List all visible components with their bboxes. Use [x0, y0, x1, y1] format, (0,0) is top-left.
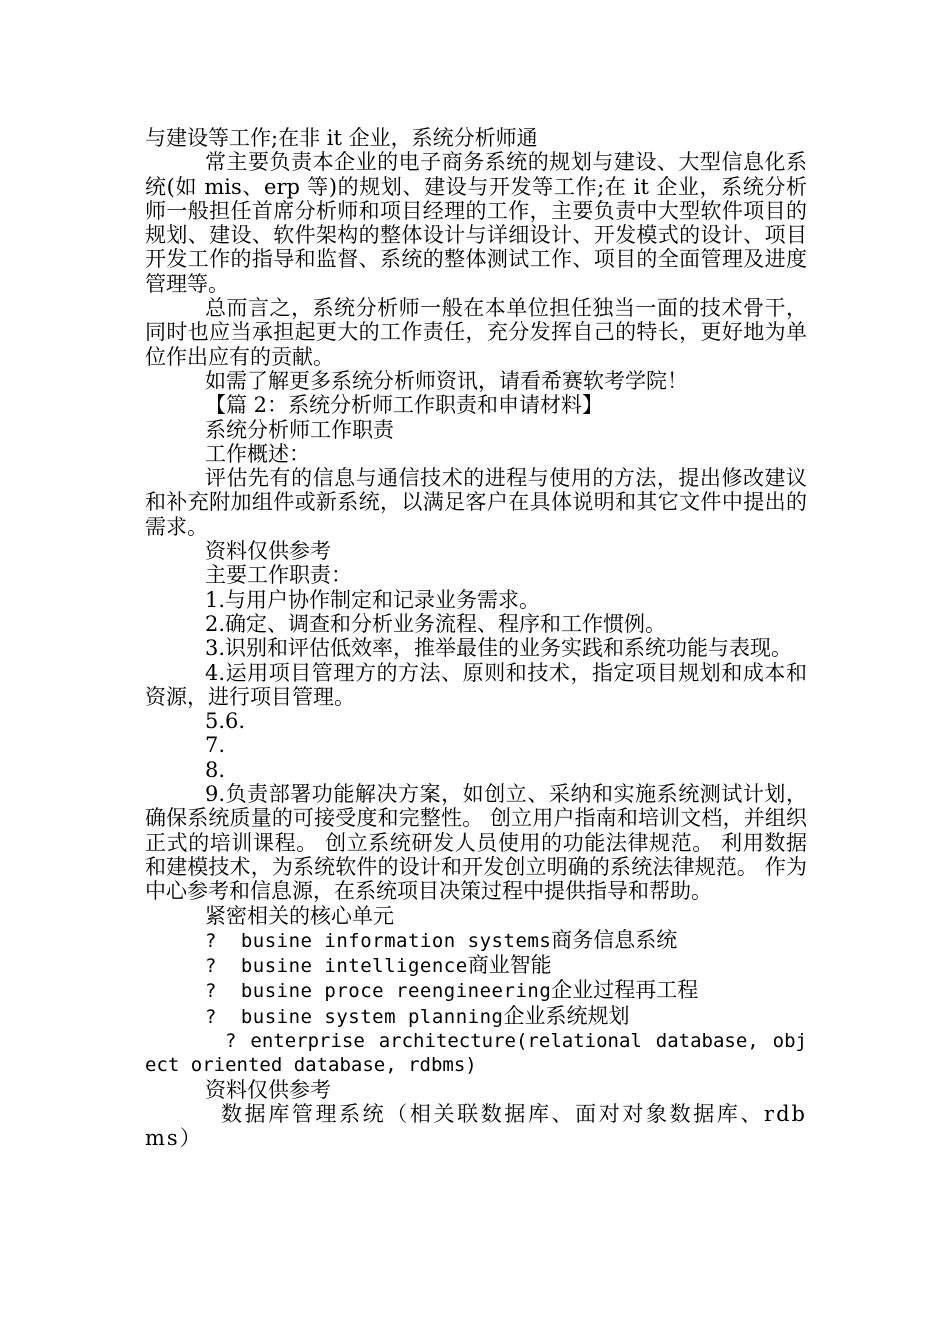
core-unit-zh: 企业过程再工程: [551, 978, 699, 1003]
paragraph-analyst-duties: 常主要负责本企业的电子商务系统的规划与建设、大型信息化系统(如 mis、erp 等)的规划、建设与开发等工作;在 it 企业，系统分析师一般担任首席分析师和项目经理的工作，主要负责中大型软件项目的规划、建设、软件架构的整体设计与详细设计、开发模式的设计、项目开发工作的指导和监督、系统的整体测试工作、项目的全面管理及进度管理等。: [145, 150, 807, 296]
core-unit-en: busine information systems: [240, 929, 552, 952]
core-unit-item: [145, 1004, 807, 1029]
core-unit-zh: 企业系统规划: [503, 1003, 630, 1028]
duty-item-3: 3.识别和评估低效率，推举最佳的业务实践和系统功能与表现。: [205, 636, 793, 661]
subheading-core-units: 紧密相关的核心单元: [205, 903, 394, 928]
bullet-marker: ?: [205, 955, 217, 978]
duty-item-8: 8.: [205, 757, 226, 782]
duty-item-4: 4.运用项目管理方的方法、原则和技术，指定项目规划和成本和资源，进行项目管理。: [145, 660, 807, 709]
bullet-marker: ?: [205, 1005, 217, 1028]
core-unit-item: [145, 953, 807, 978]
core-unit-en: busine intelligence: [240, 955, 468, 978]
subheading-overview: 工作概述：: [205, 441, 310, 466]
core-unit-zh: 商业智能: [467, 953, 552, 978]
duty-item-1: 1.与用户协作制定和记录业务需求。: [205, 587, 541, 612]
duty-item-7: 7.: [205, 733, 226, 758]
duty-item-9: 9.负责部署功能解决方案，如创立、采纳和实施系统测试计划，确保系统质量的可接受度和完整性。 创立用户指南和培训文档，并组织正式的培训课程。 创立系统研发人员使用的功能法律规范。 利用数据和建模技术，为系统软件的设计和开发创立明确的系统法律规范。 作为中心参考和信息源，在系统项目决策过程中提供指导和帮助。: [145, 782, 807, 904]
paragraph-summary: 总而言之，系统分析师一般在本单位担任独当一面的技术骨干，同时也应当承担起更大的工作责任，充分发挥自己的特长，更好地为单位作出应有的贡献。: [145, 296, 807, 369]
reference-note-2: 资料仅供参考: [205, 1077, 331, 1102]
core-unit-en: busine proce reengineering: [240, 980, 552, 1003]
core-unit-zh: 商务信息系统: [551, 927, 678, 952]
duty-item-2: 2.确定、调查和分析业务流程、程序和工作惯例。: [205, 611, 667, 636]
core-unit-item: [145, 978, 807, 1003]
subheading-main-duties: 主要工作职责：: [205, 563, 352, 588]
subheading-job-duties: 系统分析师工作职责: [205, 417, 394, 442]
reference-note: 资料仅供参考: [205, 539, 331, 564]
document-body: [145, 126, 807, 1150]
section-heading: 【篇 2：系统分析师工作职责和申请材料】: [205, 393, 604, 418]
bullet-marker: ?: [205, 929, 217, 952]
paragraph-overview: 评估先有的信息与通信技术的进程与使用的方法，提出修改建议和补充附加组件或新系统，以满足客户在具体说明和其它文件中提出的需求。: [145, 466, 807, 539]
core-unit-enterprise-architecture: ? enterprise architecture(relational database, object oriented database, rdbms): [145, 1029, 807, 1077]
duty-item-5-6: 5.6.: [205, 709, 246, 734]
paragraph-more-info: 如需了解更多系统分析师资讯，请看希赛软考学院！: [205, 368, 688, 393]
paragraph-continuation: 与建设等工作;在非 it 企业，系统分析师通: [145, 126, 538, 150]
paragraph-dbms: 数据库管理系统（相关联数据库、面对对象数据库、rdbms）: [145, 1101, 807, 1151]
bullet-marker: ?: [205, 980, 217, 1003]
core-unit-item: [145, 928, 807, 953]
core-unit-en: busine system planning: [240, 1005, 504, 1028]
